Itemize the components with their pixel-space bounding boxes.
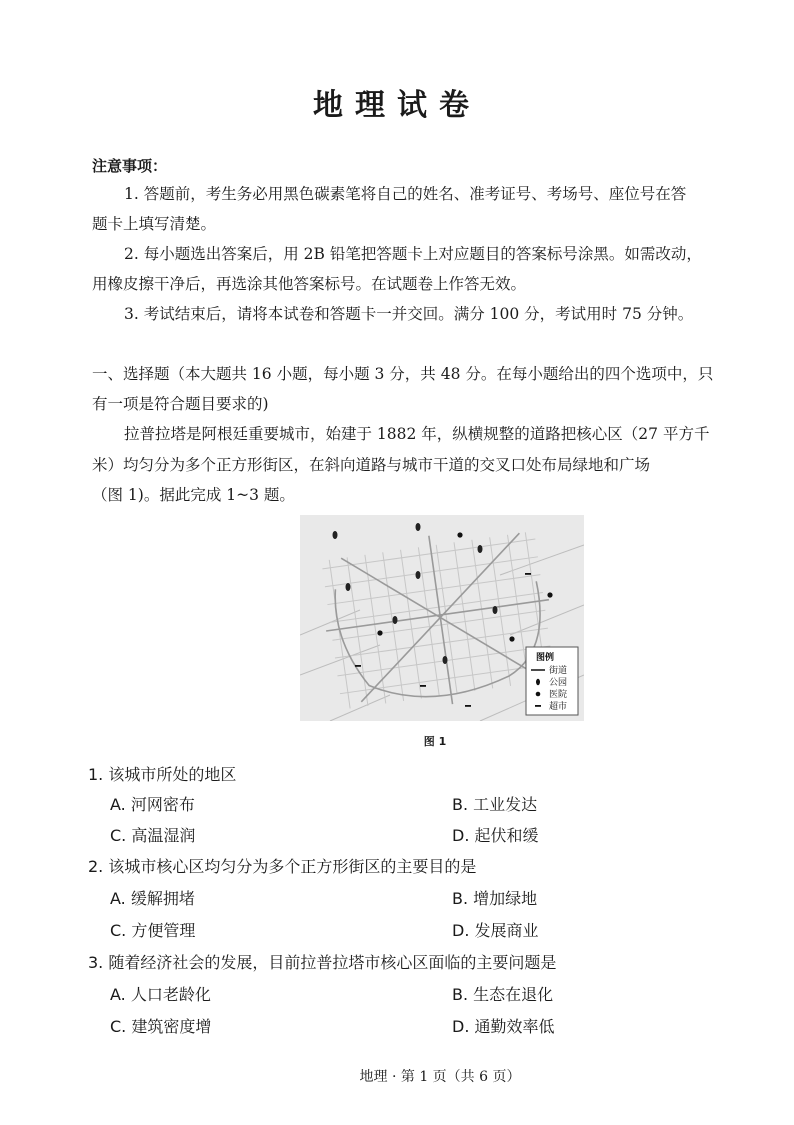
question-3-option-c: C. 建筑密度增 xyxy=(110,1017,212,1036)
note-2-line-2: 用橡皮擦干净后，再选涂其他答案标号。在试题卷上作答无效。 xyxy=(92,275,527,293)
question-1-option-b: B. 工业发达 xyxy=(452,795,538,814)
intro-line-3: （图 1)。据此完成 1~3 题。 xyxy=(92,486,295,504)
note-2-line-1: 2. 每小题选出答案后，用 2B 铅笔把答题卡上对应题目的答案标号涂黑。如需改动， xyxy=(124,245,702,263)
legend-supermarkets: 超市 xyxy=(549,702,568,712)
legend-title: 图例 xyxy=(536,653,555,663)
note-1-line-2: 题卡上填写清楚。 xyxy=(92,215,217,233)
question-3-option-d: D. 通勤效率低 xyxy=(452,1017,555,1036)
question-3-option-b: B. 生态在退化 xyxy=(452,985,554,1004)
question-3-stem: 3. 随着经济社会的发展，目前拉普拉塔市核心区面临的主要问题是 xyxy=(88,953,557,972)
section-heading-line-1: 一、选择题（本大题共 16 小题，每小题 3 分，共 48 分。在每小题给出的四个选项中，只 xyxy=(92,365,714,383)
question-2-option-b: B. 增加绿地 xyxy=(452,889,538,908)
question-1-stem: 1. 该城市所处的地区 xyxy=(88,765,237,784)
question-1-option-c: C. 高温湿润 xyxy=(110,826,196,845)
city-map xyxy=(300,515,584,721)
figure-caption: 图 1 xyxy=(423,735,447,748)
note-3: 3. 考试结束后，请将本试卷和答题卡一并交回。满分 100 分，考试用时 75 分钟。 xyxy=(124,305,694,323)
map-legend xyxy=(526,647,578,715)
legend-streets: 街道 xyxy=(549,666,568,676)
note-1-line-1: 1. 答题前，考生务必用黑色碳素笔将自己的姓名、准考证号、考场号、座位号在答 xyxy=(124,185,687,203)
intro-line-2: 米）均匀分为多个正方形街区，在斜向道路与城市干道的交叉口处布局绿地和广场 xyxy=(92,456,651,474)
page-footer: 地理 · 第 1 页（共 6 页） xyxy=(359,1069,521,1085)
page-title: 地理试卷 xyxy=(313,88,481,123)
question-3-option-a: A. 人口老龄化 xyxy=(110,985,211,1004)
question-1-option-a: A. 河网密布 xyxy=(110,795,195,814)
legend-hospitals: 医院 xyxy=(549,690,568,700)
question-1-option-d: D. 起伏和缓 xyxy=(452,826,539,845)
question-2-option-c: C. 方便管理 xyxy=(110,921,196,940)
question-2-stem: 2. 该城市核心区均匀分为多个正方形街区的主要目的是 xyxy=(88,857,477,876)
notes-heading: 注意事项： xyxy=(92,157,168,175)
intro-line-1: 拉普拉塔是阿根廷重要城市，始建于 1882 年，纵横规整的道路把核心区（27 平方千 xyxy=(124,425,710,443)
city-map-figure xyxy=(300,515,584,721)
question-2-option-a: A. 缓解拥堵 xyxy=(110,889,195,908)
question-2-option-d: D. 发展商业 xyxy=(452,921,539,940)
legend-parks: 公园 xyxy=(549,678,568,688)
section-heading-line-2: 有一项是符合题目要求的) xyxy=(92,395,269,413)
